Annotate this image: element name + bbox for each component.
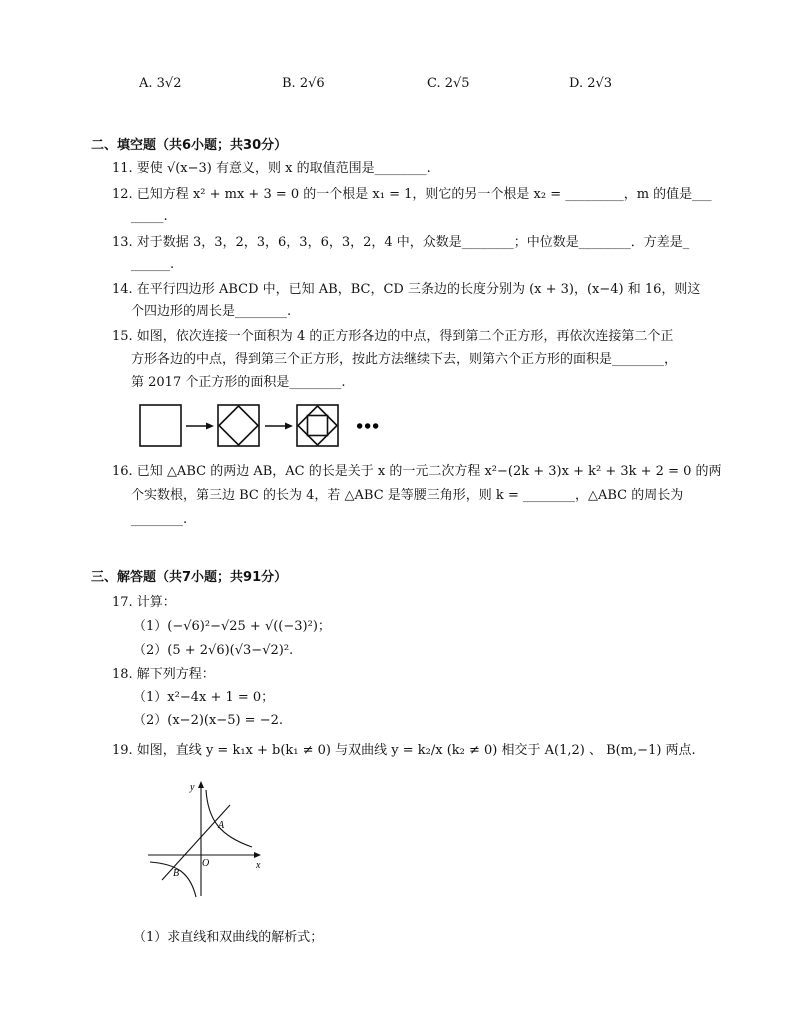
question-14-line2: 个四边形的周长是________. [131, 304, 292, 319]
option-d: D. 2√3 [569, 76, 613, 91]
section-heading-fill-in: 二、填空题（共6小题；共30分） [91, 138, 288, 153]
y-axis-arrow [198, 781, 204, 788]
square-1 [140, 405, 181, 446]
question-17: 17. 计算： [112, 595, 176, 610]
question-18-part2: （2）(x−2)(x−5) = −2. [133, 713, 284, 728]
nested-squares-figure [136, 401, 386, 451]
square-3-inner [308, 416, 328, 436]
question-16-line2: 个实数根，第三边 BC 的长为 4，若 △ABC 是等腰三角形，则 k = ________，△ABC 的周长为 [131, 488, 684, 503]
question-16-line3: ________. [131, 512, 188, 527]
x-axis-label: x [256, 860, 261, 871]
option-a: A. 3√2 [139, 76, 182, 91]
x-axis-arrow [254, 852, 261, 858]
point-b-label: B [173, 868, 180, 879]
arrowhead-2 [285, 423, 293, 430]
question-17-part1: （1）(−√6)²−√25 + √((−3)²)； [133, 619, 331, 634]
question-14-line1: 14. 在平行四边形 ABCD 中，已知 AB，BC，CD 三条边的长度分别为 (x + 3)，(x−4) 和 16，则这 [112, 282, 701, 297]
square-2 [218, 405, 259, 446]
origin-label: O [202, 858, 210, 869]
ellipsis: ••• [356, 416, 381, 438]
question-17-part2: （2）(5 + 2√6)(√3−√2)². [133, 643, 294, 658]
y-axis-label: y [190, 782, 195, 793]
option-b: B. 2√6 [282, 76, 325, 91]
question-12-line2: _____. [131, 209, 168, 224]
hyperbola-branch-1 [206, 790, 252, 847]
question-16-line1: 16. 已知 △ABC 的两边 AB，AC 的长是关于 x 的一元二次方程 x²−(2k + 3)x + k² + 3k + 2 = 0 的两 [112, 464, 722, 479]
question-18: 18. 解下列方程： [112, 667, 215, 682]
square-2-inner [219, 406, 258, 445]
question-13-line1: 13. 对于数据 3，3，2，3，6，3，6，3，2，4 中，众数是________；中位数是________．方差是_ [112, 235, 690, 250]
question-18-part1: （1）x²−4x + 1 = 0； [133, 690, 275, 705]
question-19-part1: （1）求直线和双曲线的解析式； [133, 930, 324, 945]
square-3 [297, 405, 338, 446]
question-19: 19. 如图，直线 y = k₁x + b(k₁ ≠ 0) 与双曲线 y = k₂/x (k₂ ≠ 0) 相交于 A(1,2) 、 B(m,−1) 两点. [112, 743, 696, 758]
question-15-line2: 方形各边的中点，得到第三个正方形，按此方法继续下去，则第六个正方形的面积是________， [131, 352, 678, 367]
arrowhead-1 [206, 423, 214, 430]
option-c: C. 2√5 [427, 76, 470, 91]
question-15-line1: 15. 如图，依次连接一个面积为 4 的正方形各边的中点，得到第二个正方形，再依次连接第二个正 [112, 329, 674, 344]
point-a-label: A [218, 820, 225, 831]
square-3-mid [298, 406, 337, 445]
question-11: 11. 要使 √(x−3) 有意义，则 x 的取值范围是________. [112, 161, 431, 176]
section-heading-answers: 三、解答题（共7小题；共91分） [91, 570, 288, 585]
question-15-line3: 第 2017 个正方形的面积是________. [131, 375, 346, 390]
function-graph [140, 776, 270, 901]
question-12-line1: 12. 已知方程 x² + mx + 3 = 0 的一个根是 x₁ = 1，则它的另一个根是 x₂ = _________，m 的值是___ [112, 187, 712, 202]
question-13-line2: ______. [131, 257, 175, 272]
